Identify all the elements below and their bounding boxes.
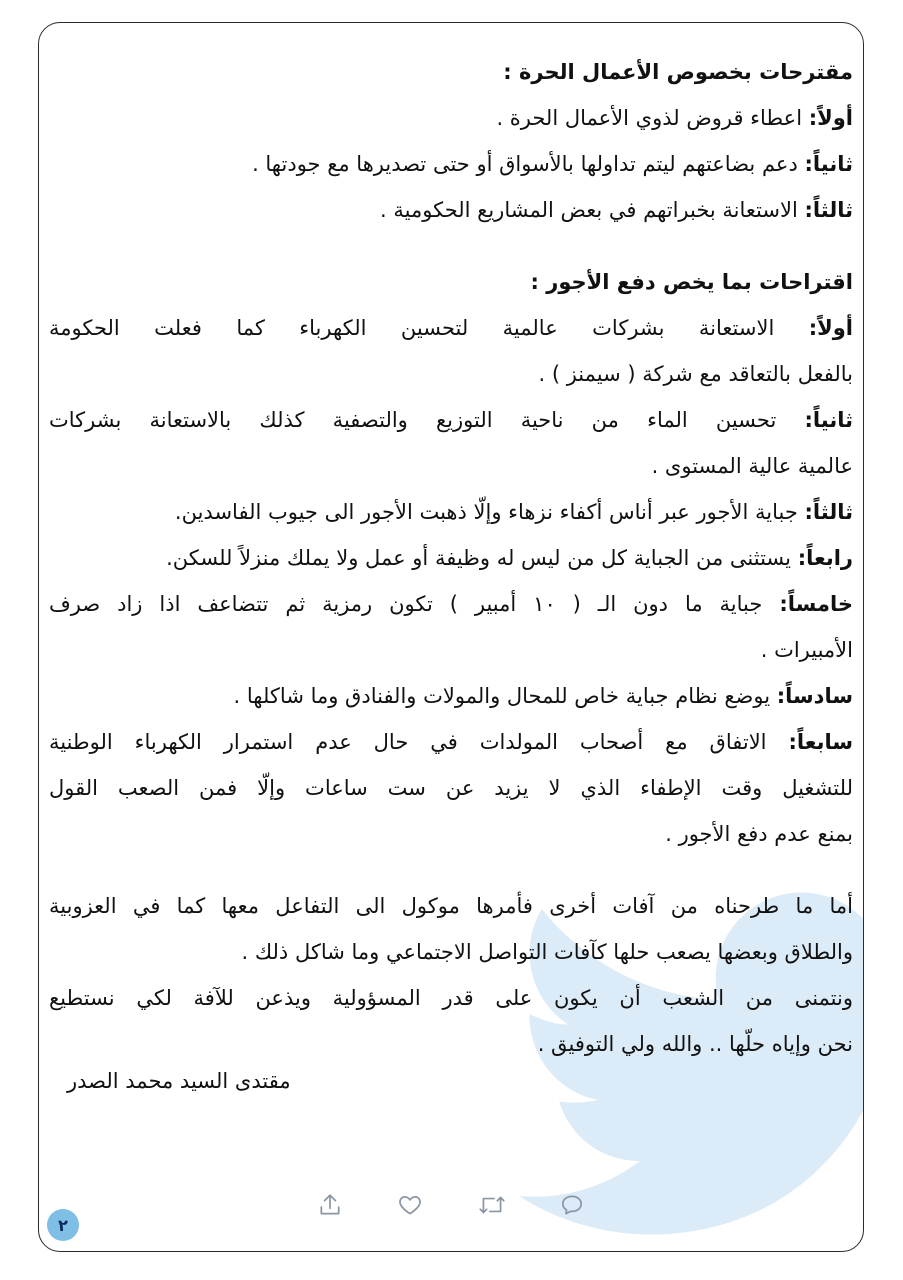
list-item-continuation: عالمية عالية المستوى .: [651, 454, 853, 478]
list-item: أولاً: الاستعانة بشركات عالمية لتحسين الكهرباء كما فعلت الحكومة: [49, 316, 853, 340]
reply-icon: [559, 1192, 585, 1218]
signature: مقتدى السيد محمد الصدر: [67, 1069, 291, 1093]
reply-button[interactable]: [555, 1188, 589, 1222]
list-item-continuation: بمنع عدم دفع الأجور .: [665, 822, 853, 846]
share-icon: [317, 1192, 343, 1218]
closing-paragraph-line: ونتمنى من الشعب أن يكون على قدر المسؤولية ويذعن للآفة لكي نستطيع: [49, 986, 853, 1010]
list-item: ثانياً: دعم بضاعتهم ليتم تداولها بالأسواق أو حتى تصديرها مع جودتها .: [252, 152, 853, 176]
section-heading: مقترحات بخصوص الأعمال الحرة :: [503, 60, 853, 84]
post-body: [49, 49, 853, 1067]
list-item: رابعاً: يستثنى من الجباية كل من ليس له وظيفة أو عمل ولا يملك منزلاً للسكن.: [166, 546, 853, 570]
list-item: أولاً: اعطاء قروض لذوي الأعمال الحرة .: [496, 106, 853, 130]
page-number-badge: ٢: [47, 1209, 79, 1241]
retweet-button[interactable]: [475, 1188, 509, 1222]
like-button[interactable]: [393, 1188, 427, 1222]
retweet-icon: [477, 1192, 507, 1218]
share-button[interactable]: [313, 1188, 347, 1222]
list-item: ثالثاً: جباية الأجور عبر أناس أكفاء نزهاء وإلّا ذهبت الأجور الى جيوب الفاسدين.: [174, 500, 853, 524]
tweet-actions-bar: [309, 1188, 599, 1228]
heart-icon: [397, 1192, 423, 1218]
list-item: ثالثاً: الاستعانة بخبراتهم في بعض المشاريع الحكومية .: [380, 198, 853, 222]
list-item: سابعاً: الاتفاق مع أصحاب المولدات في حال عدم استمرار الكهرباء الوطنية: [49, 730, 853, 754]
list-item: خامساً: جباية ما دون الـ ( ١٠ أمبير ) تكون رمزية ثم تتضاعف اذا زاد صرف: [49, 592, 853, 616]
list-item: سادساً: يوضع نظام جباية خاص للمحال والمولات والفنادق وما شاكلها .: [233, 684, 853, 708]
list-item-continuation: بالفعل بالتعاقد مع شركة ( سيمنز ) .: [538, 362, 853, 386]
tweet-card: [38, 22, 864, 1252]
list-item-continuation: للتشغيل وقت الإطفاء الذي لا يزيد عن ست ساعات وإلّا فمن الصعب القول: [49, 776, 853, 800]
list-item-continuation: الأمبيرات .: [760, 638, 853, 662]
section-heading: اقتراحات بما يخص دفع الأجور :: [530, 270, 853, 294]
closing-paragraph-line: أما ما طرحناه من آفات أخرى فأمرها موكول الى التفاعل معها كما في العزوبية: [49, 894, 853, 918]
closing-paragraph-line: والطلاق وبعضها يصعب حلها كآفات التواصل الاجتماعي وما شاكل ذلك .: [241, 940, 853, 964]
list-item: ثانياً: تحسين الماء من ناحية التوزيع والتصفية كذلك بالاستعانة بشركات: [49, 408, 853, 432]
closing-paragraph-line: نحن وإياه حلّها .. والله ولي التوفيق .: [537, 1032, 853, 1056]
